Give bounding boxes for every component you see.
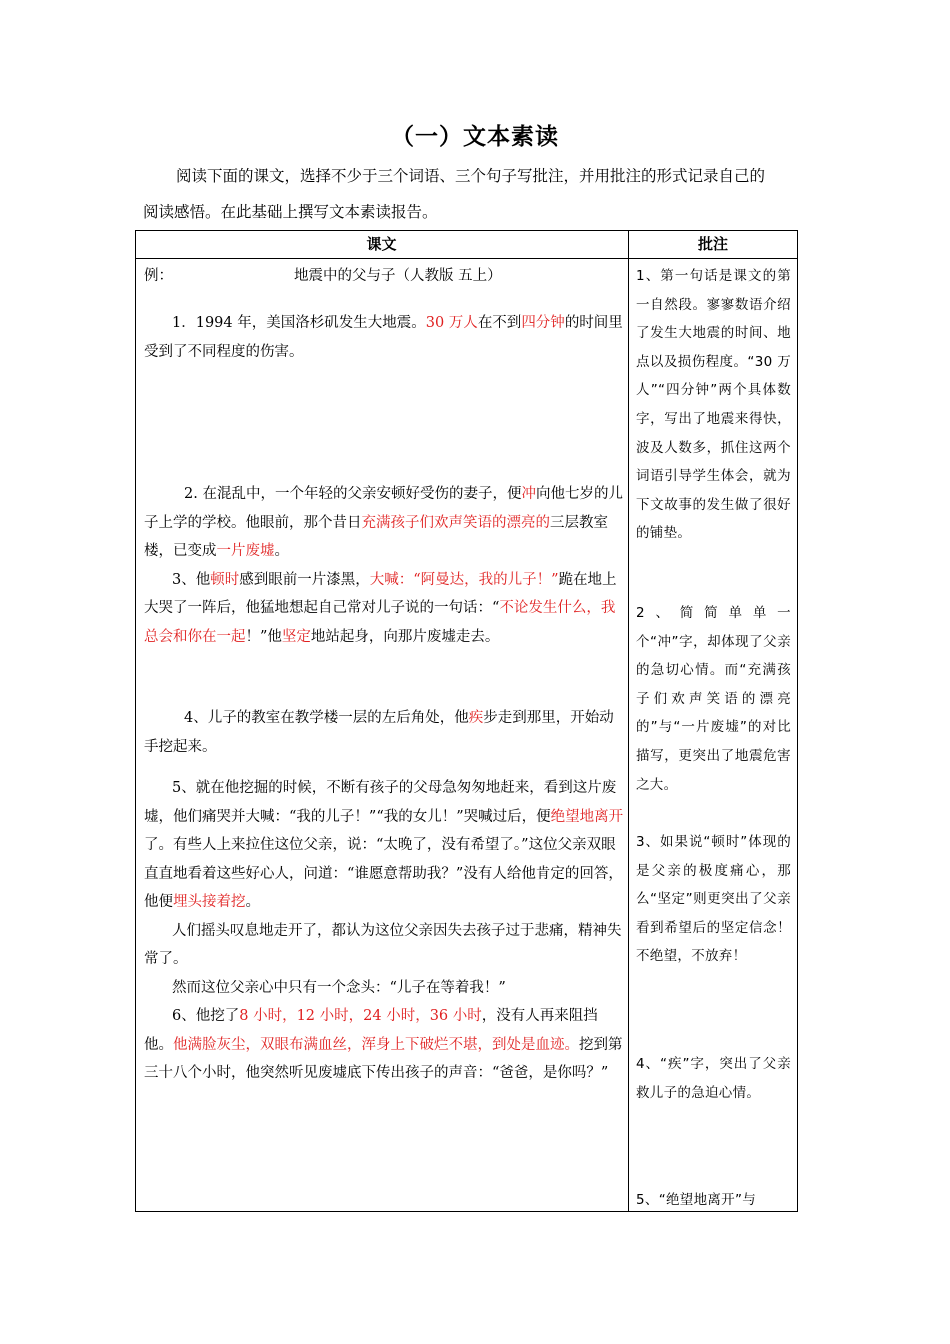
paragraph-6: 人们摇头叹息地走开了，都认为这位父亲因失去孩子过于悲痛，精神失常了。 [144,922,622,967]
paragraph-7: 然而这位父亲心中只有一个念头：“儿子在等着我！” [172,979,506,996]
paragraph-1: 1．1994 年，美国洛杉矶发生大地震。30 万人在不到四分钟的时间里受到了不同程度的伤害。 [144,315,623,360]
annotation-1: 1、第一句话是课文的第一自然段。寥寥数语介绍了发生大地震的时间、地点以及损伤程度。“30 万人”“四分钟”两个具体数字，写出了地震来得快，波及人数多，抓住这两个词语引导学生体会，就为下文故事的发生做了很好的铺垫。 [636,268,791,542]
table-border-right [797,230,798,1212]
example-heading [144,262,624,290]
paragraph-2: 2. 在混乱中，一个年轻的父亲安顿好受伤的妻子，便冲向他七岁的儿子上学的学校。他眼前，那个昔日充满孩子们欢声笑语的漂亮的三层教室楼，已变成一片废墟。 [144,486,623,559]
paragraph-8: 6、他挖了8 小时，12 小时，24 小时，36 小时，没有人再来阻挡他。他满脸灰尘，双眼布满血丝，浑身上下破烂不堪，到处是血迹。挖到第三十八个小时，他突然听见废墟底下传出孩子的声音：“爸爸，是你吗？” [144,1008,623,1081]
page-title: （一）文本素读 [391,124,559,150]
paragraph-3: 3、他顿时感到眼前一片漆黑，大喊：“阿曼达，我的儿子！”跪在地上大哭了一阵后，他猛地想起自己常对儿子说的一句话：“不论发生什么，我总会和你在一起！”他坚定地站起身，向那片废墟走去。 [144,571,617,645]
header-text-column: 课文 [366,235,397,253]
example-label: 例： [144,268,173,284]
instructions [143,158,808,230]
annotation-table [135,230,798,1212]
paragraph-5: 5、就在他挖掘的时候，不断有孩子的父母急匆匆地赶来，看到这片废墟，他们痛哭并大喊：“我的儿子！”“我的女儿！”哭喊过后，便绝望地离开了。有些人上来拉住这位父亲，说：“太晚了，没有希望了。”这位父亲双眼直直地看着这些好心人，问道：“谁愿意帮助我？”没有人给他肯定的回答，他便埋头接着挖。 [144,780,624,910]
header-notes-column: 批注 [697,235,728,253]
table-column-divider [628,230,629,1212]
paragraph-4: 4、儿子的教室在教学楼一层的左后角处，他疾步走到那里，开始动手挖起来。 [144,710,614,755]
annotation-2: 2、简简单单一个“冲”字，却体现了父亲的急切心情。而“充满孩子们欢声笑语的漂亮的”与“一片废墟”的对比描写，更突出了地震危害之大。 [636,605,791,793]
annotation-4: 4、“疾”字，突出了父亲救儿子的急迫心情。 [636,1056,791,1101]
lesson-title: 地震中的父与子（人教版 五上） [294,268,502,284]
instructions-line-1: 阅读下面的课文，选择不少于三个词语、三个句子写批注，并用批注的形式记录自己的 [176,167,766,185]
lesson-text [144,262,624,1088]
annotation-3: 3、如果说“顿时”体现的是父亲的极度痛心，那么“坚定”则更突出了父亲看到希望后的坚定信念！不绝望，不放弃！ [636,834,791,965]
annotation-5: 5、“绝望地离开”与 [636,1192,757,1208]
table-header-divider [135,258,798,259]
instructions-line-2: 阅读感悟。在此基础上撰写文本素读报告。 [143,203,438,221]
table-border-left [135,230,136,1212]
